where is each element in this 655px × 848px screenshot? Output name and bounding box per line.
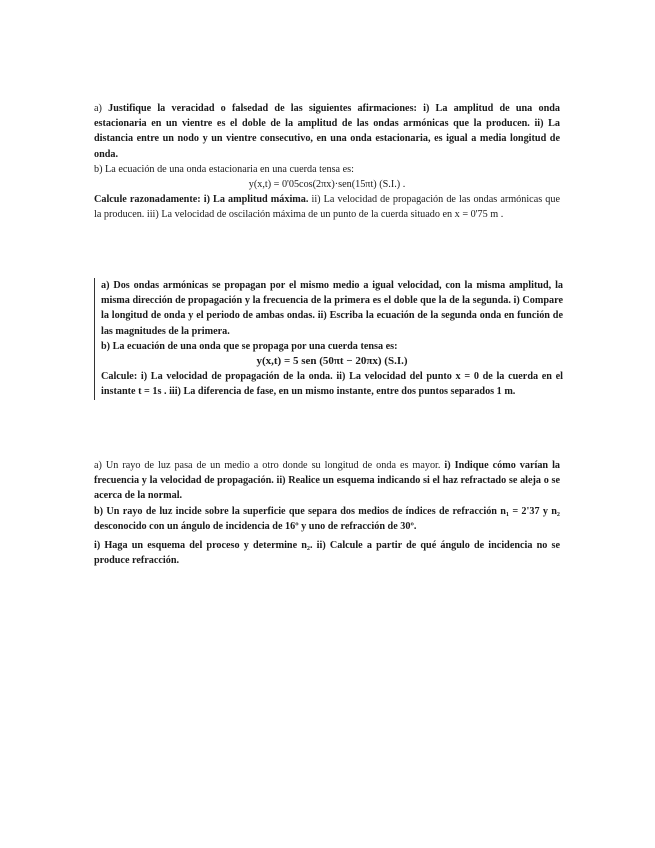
problem-3-part-c: i) Haga un esquema del proceso y determine n₂. ii) Calcule a partir de qué ángulo de incidencia no se produce refracción. — [94, 540, 560, 567]
problem-2-part-a: a) Dos ondas armónicas se propagan por el mismo medio a igual velocidad, con la misma amplitud, la misma dirección de propagación y la frecuencia de la primera es el doble que la de la segunda. i) Compare la longitud de onda y el periodo de ambas ondas. ii) Escriba la ecuación de la segunda onda en función de las magnitudes de la primera. — [101, 280, 563, 337]
problem-1-part-a — [94, 101, 560, 162]
problem-1-part-a-prefix: a) — [94, 103, 109, 114]
problem-3-part-a-plain: a) Un rayo de luz pasa de un medio a otro donde su longitud de onda es mayor. — [94, 460, 441, 471]
problem-2-part-b-intro: b) La ecuación de una onda que se propaga por una cuerda tensa es: — [101, 340, 398, 352]
problem-1-calcule — [94, 192, 560, 222]
problem-1-calcule-rest: ii) La velocidad de propagación de las ondas armónicas que la producen. iii) La velocidad de oscilación máxima de un punto de la cuerda situado en x = 0'75 m . — [94, 194, 560, 221]
problem-3-part-a — [94, 458, 560, 504]
problem-2 — [94, 278, 563, 400]
problem-1-part-b-intro: b) La ecuación de una onda estacionaria en una cuerda tensa es: — [94, 163, 354, 175]
problem-3-part-b: b) Un rayo de luz incide sobre la superficie que separa dos medios de índices de refracción n₁ = 2'37 y n₂ desconocido con un ángulo de incidencia de 16º y uno de refracción de 30º. — [94, 505, 560, 532]
problem-3-part-a-bold: i) Indique cómo varían la frecuencia y la velocidad de propagación. ii) Realice un esquema indicando si el haz refractado se aleja o se acerca de la normal. — [94, 460, 560, 502]
problem-1-calcule-bold: Calcule razonadamente: i) La amplitud máxima. — [94, 194, 309, 206]
problem-2-equation: y(x,t) = 5 sen (50πt − 20πx) (S.I.) — [256, 355, 408, 368]
problem-3 — [94, 458, 560, 568]
problem-1-equation: y(x,t) = 0'05cos(2πx)·sen(15πt) (S.I.) . — [248, 179, 406, 191]
problem-1 — [94, 101, 560, 223]
problem-1-part-a-text: Justifique la veracidad o falsedad de las siguientes afirmaciones: i) La amplitud de una onda estacionaria en un vientre es el doble de la amplitud de las ondas armónicas que la producen. ii) La distancia entre un nodo y un vientre consecutivo, en una onda estacionaria, es igual a media longitud de onda. — [94, 103, 560, 160]
problem-2-calcule: Calcule: i) La velocidad de propagación de la onda. ii) La velocidad del punto x = 0 de la cuerda en el instante t = 1s . iii) La diferencia de fase, en un mismo instante, entre dos puntos separados 1 m. — [101, 371, 563, 398]
